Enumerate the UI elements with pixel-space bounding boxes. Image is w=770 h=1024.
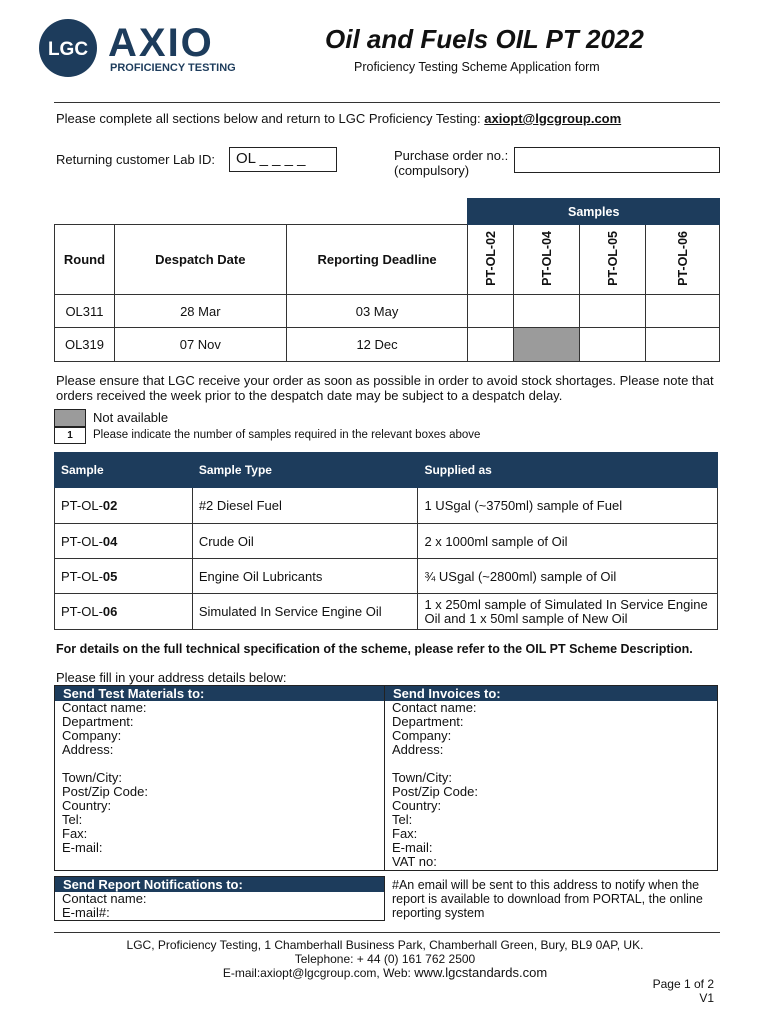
despatch-cell: 28 Mar — [114, 295, 286, 328]
field-label: Post/Zip Code: — [392, 784, 478, 799]
field-label — [62, 757, 148, 771]
field-label: Town/City: — [62, 770, 122, 785]
footer-divider — [54, 932, 720, 933]
notification-note: #An email will be sent to this address to notify when the report is available to download from PORTAL, the online reporting system — [392, 878, 703, 920]
table-row — [55, 594, 718, 630]
footer — [0, 938, 770, 980]
table-row — [55, 295, 720, 328]
field-label: Country: — [62, 798, 112, 813]
col-pt-ol-06: PT-OL-06 — [646, 225, 720, 295]
legend-unavailable: Not available — [93, 410, 169, 425]
invoices-header: Send Invoices to: — [385, 686, 717, 701]
field-label: E-mail: — [392, 840, 433, 855]
page-title: Oil and Fuels OIL PT 2022 — [325, 24, 644, 54]
field-label: Department: — [392, 714, 464, 729]
field-label: Address: — [62, 742, 114, 757]
sample-id-cell: PT-OL-04 — [55, 524, 193, 559]
version: V1 — [699, 991, 714, 1005]
col-sample: Sample — [55, 453, 193, 488]
qty-input[interactable] — [580, 328, 646, 362]
lgc-axio-logo — [38, 18, 268, 80]
website-link[interactable]: www.lgcstandards.com — [414, 965, 548, 980]
purchase-order-input[interactable] — [514, 147, 720, 173]
notice-line2: orders received the week prior to the despatch date may be subject to a despatch delay. — [56, 388, 563, 403]
col-pt-ol-04: PT-OL-04 — [514, 225, 580, 295]
page-number: Page 1 of 2 — [652, 977, 714, 991]
invoices-fields — [392, 701, 478, 869]
round-cell: OL311 — [55, 295, 115, 328]
field-label: Post/Zip Code: — [62, 784, 148, 799]
footer-contact: E-mail:axiopt@lgcgroup.com, Web: www.lgcstandards.com — [222, 965, 548, 980]
col-pt-ol-05: PT-OL-05 — [580, 225, 646, 295]
notice-line1: Please ensure that LGC receive your order as soon as possible in order to avoid stock shortages. Please note that — [56, 373, 714, 388]
qty-input[interactable] — [468, 295, 514, 328]
qty-input[interactable] — [646, 295, 720, 328]
despatch-cell: 07 Nov — [114, 328, 286, 362]
supplied-cell: 1 x 250ml sample of Simulated In Service Engine Oil and 1 x 50ml sample of New Oil — [418, 594, 718, 630]
page-subtitle: Proficiency Testing Scheme Application form — [354, 60, 600, 74]
qty-input[interactable] — [580, 295, 646, 328]
field-label: Company: — [392, 728, 452, 743]
legend-number-box: 1 — [54, 427, 86, 444]
table-row — [55, 328, 720, 362]
col-pt-ol-02: PT-OL-02 — [468, 225, 514, 295]
col-sample-type: Sample Type — [192, 453, 418, 488]
table-row — [55, 488, 718, 524]
address-box — [54, 685, 718, 871]
field-label: E-mail#: — [62, 905, 110, 920]
col-despatch: Despatch Date — [114, 225, 286, 295]
materials-fields — [62, 701, 148, 855]
footer-address: LGC, Proficiency Testing, 1 Chamberhall Business Park, Chamberhall Green, Bury, BL9 0AP, UK. — [126, 938, 644, 952]
field-label: Contact name: — [62, 891, 147, 906]
unavailable-cell — [514, 328, 580, 362]
supplied-cell: 2 x 1000ml sample of Oil — [418, 524, 718, 559]
address-divider — [384, 685, 385, 871]
supplied-cell: 1 USgal (~3750ml) sample of Fuel — [418, 488, 718, 524]
sample-type-cell: #2 Diesel Fuel — [192, 488, 418, 524]
supplied-cell: ¾ USgal (~2800ml) sample of Oil — [418, 559, 718, 594]
col-round: Round — [55, 225, 115, 295]
field-label: Tel: — [62, 812, 83, 827]
rounds-table — [54, 198, 720, 362]
notifications-fields — [62, 892, 147, 920]
notifications-header: Send Report Notifications to: — [55, 877, 384, 892]
field-label: E-mail: — [62, 840, 103, 855]
sample-id-cell: PT-OL-05 — [55, 559, 193, 594]
sample-id-cell: PT-OL-02 — [55, 488, 193, 524]
logo-pt-text: PROFICIENCY TESTING — [110, 62, 236, 74]
field-label: Fax: — [392, 826, 418, 841]
table-row — [55, 524, 718, 559]
legend-number-text: Please indicate the number of samples required in the relevant boxes above — [93, 429, 481, 441]
po-label-line2: (compulsory) — [394, 163, 470, 178]
logo-axio-text: AXIO — [108, 21, 214, 65]
po-label-line1: Purchase order no.: — [394, 148, 509, 163]
materials-header: Send Test Materials to: — [55, 686, 384, 701]
col-deadline: Reporting Deadline — [286, 225, 468, 295]
table-row — [55, 559, 718, 594]
logo-lgc-text: LGC — [47, 39, 89, 60]
qty-input[interactable] — [514, 295, 580, 328]
lab-id-input[interactable]: OL _ _ _ _ — [229, 147, 337, 172]
qty-input[interactable] — [646, 328, 720, 362]
page-info — [653, 977, 714, 1005]
email-link[interactable]: axiopt@lgcgroup.com — [484, 111, 622, 126]
footer-telephone: Telephone: + 44 (0) 161 762 2500 — [294, 952, 476, 966]
sample-id-cell: PT-OL-06 — [55, 594, 193, 630]
field-label: Contact name: — [392, 700, 477, 715]
sample-type-cell: Simulated In Service Engine Oil — [192, 594, 418, 630]
header-divider — [54, 102, 720, 103]
round-cell: OL319 — [55, 328, 115, 362]
field-label: Fax: — [62, 826, 88, 841]
deadline-cell: 03 May — [286, 295, 468, 328]
field-label: Town/City: — [392, 770, 452, 785]
field-label: Address: — [392, 742, 444, 757]
col-supplied-as: Supplied as — [418, 453, 718, 488]
samples-header: Samples — [468, 199, 720, 225]
deadline-cell: 12 Dec — [286, 328, 468, 362]
field-label — [392, 757, 478, 771]
legend-gray-swatch — [54, 409, 86, 427]
instruction-line — [56, 111, 621, 126]
lab-id-label: Returning customer Lab ID: — [56, 152, 215, 167]
notice — [56, 373, 714, 403]
field-label: Company: — [62, 728, 122, 743]
field-label: VAT no: — [392, 854, 437, 869]
instruction-text: Please complete all sections below and return to LGC Proficiency Testing: — [56, 111, 485, 126]
sample-type-cell: Engine Oil Lubricants — [192, 559, 418, 594]
field-label: Country: — [392, 798, 442, 813]
samples-table — [54, 452, 718, 630]
po-label — [394, 148, 508, 178]
sample-type-cell: Crude Oil — [192, 524, 418, 559]
qty-input[interactable] — [468, 328, 514, 362]
field-label: Contact name: — [62, 700, 147, 715]
details-note: For details on the full technical specification of the scheme, please refer to the OIL PT Scheme Description. — [56, 642, 693, 656]
field-label: Department: — [62, 714, 134, 729]
address-intro: Please fill in your address details below: — [56, 670, 287, 685]
field-label: Tel: — [392, 812, 413, 827]
